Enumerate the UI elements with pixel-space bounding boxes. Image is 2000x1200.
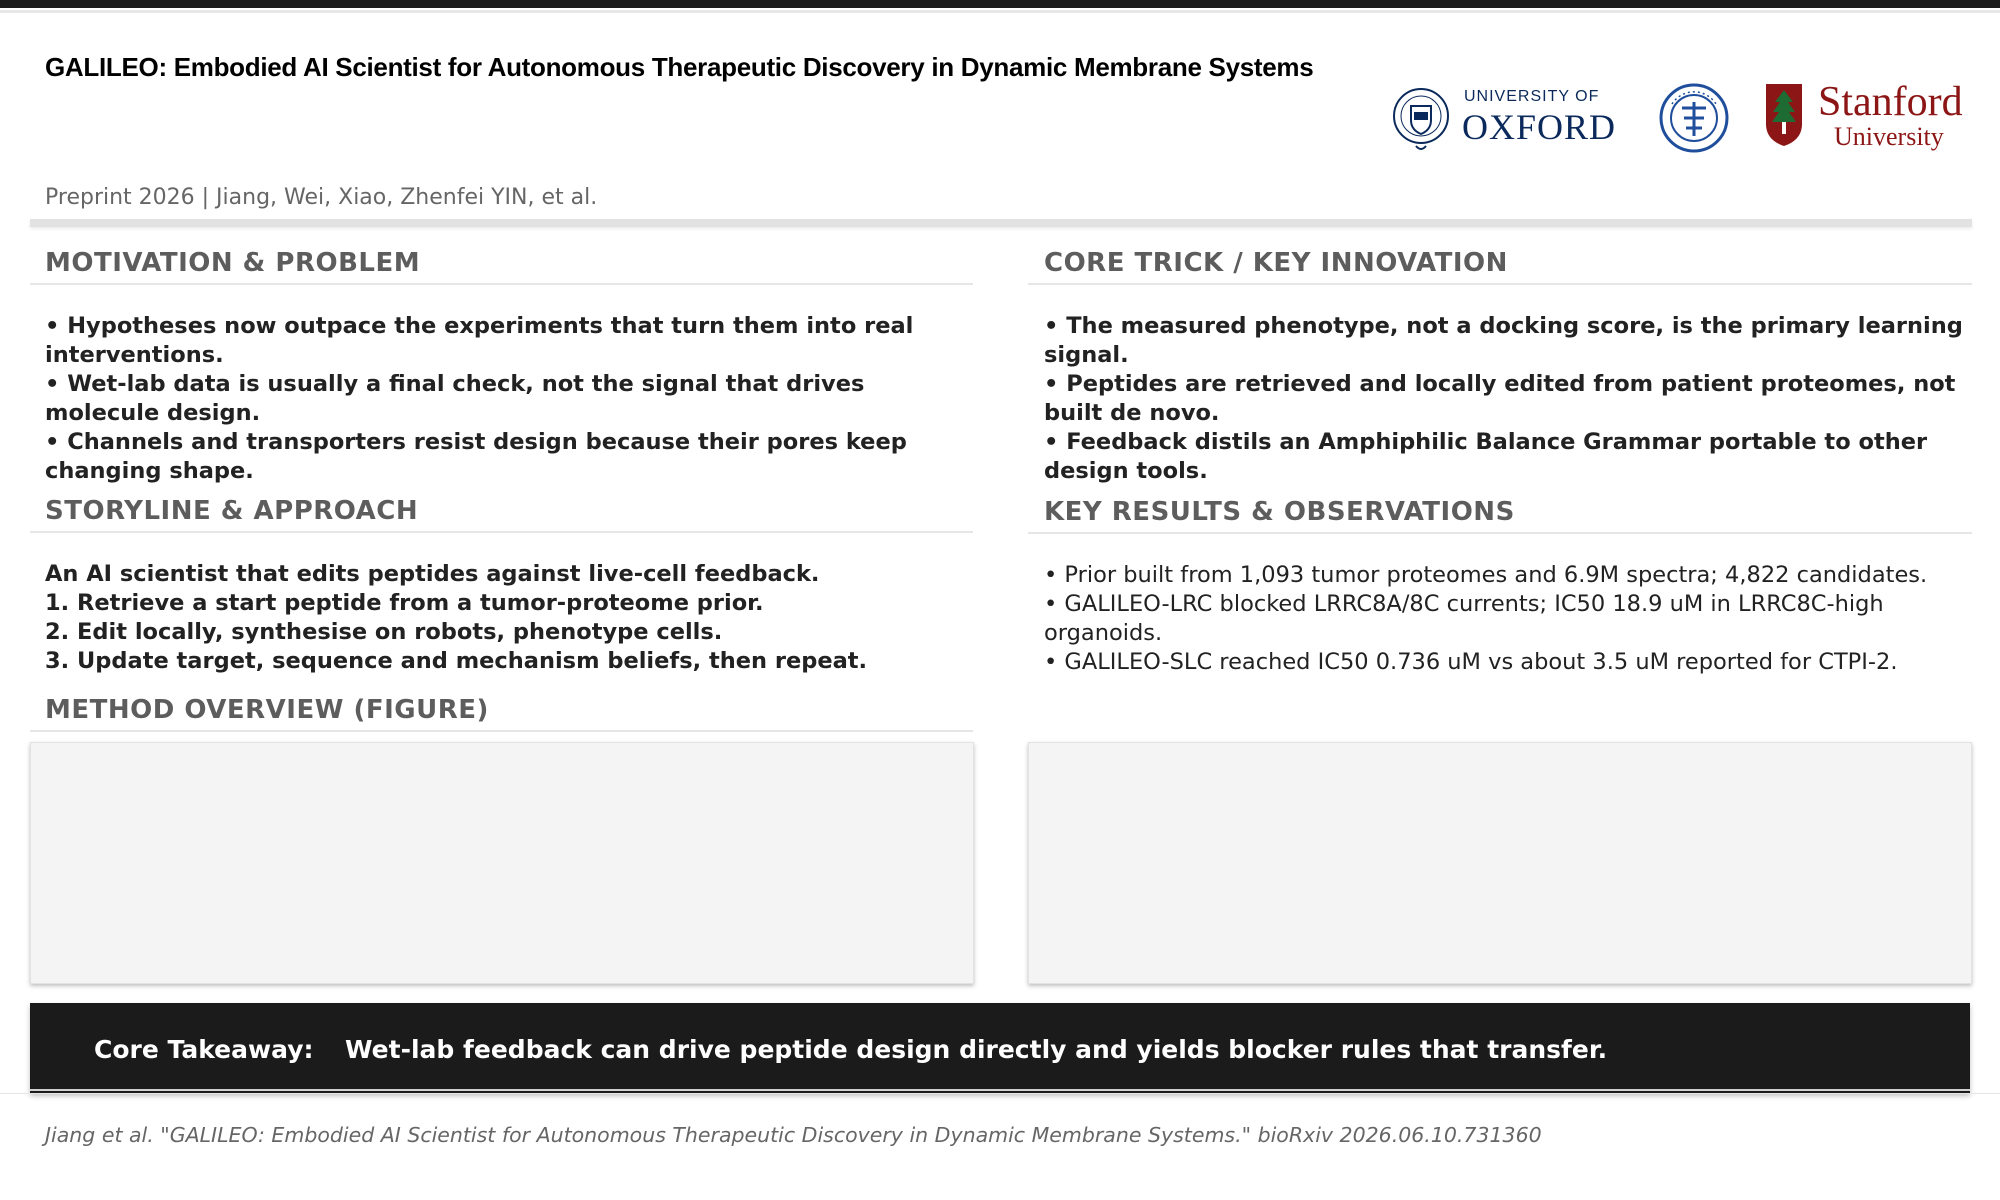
list-item: • Feedback distils an Amphiphilic Balance Grammar portable to other design tools. bbox=[1044, 429, 1928, 484]
paper-title: GALILEO: Embodied AI Scientist for Autonomous Therapeutic Discovery in Dynamic Membrane Systems bbox=[45, 52, 1314, 82]
list-item: 2. Edit locally, synthesise on robots, phenotype cells. bbox=[45, 619, 723, 645]
oxford-main-label: OXFORD bbox=[1462, 107, 1617, 147]
core-trick-list bbox=[1044, 312, 1964, 486]
takeaway-label: Core Takeaway: bbox=[94, 1035, 314, 1064]
list-item: • GALILEO-LRC blocked LRRC8A/8C currents; IC50 18.9 uM in LRRC8C-high organoids. bbox=[1044, 591, 1884, 646]
list-item: • Peptides are retrieved and locally edited from patient proteomes, not built de novo. bbox=[1044, 371, 1956, 426]
core-trick-rule bbox=[1028, 283, 1972, 285]
storyline-rule bbox=[30, 531, 973, 533]
list-item: • Hypotheses now outpace the experiments that turn them into real interventions. bbox=[45, 313, 914, 368]
takeaway-banner bbox=[30, 1003, 1970, 1093]
author-line: Preprint 2026 | Jiang, Wei, Xiao, Zhenfei YIN, et al. bbox=[45, 185, 598, 210]
method-rule bbox=[30, 730, 973, 732]
list-item: • The measured phenotype, not a docking score, is the primary learning signal. bbox=[1044, 313, 1963, 368]
method-heading: METHOD OVERVIEW (FIGURE) bbox=[45, 695, 489, 725]
motivation-list bbox=[45, 312, 960, 486]
list-item: • GALILEO-SLC reached IC50 0.736 uM vs about 3.5 uM reported for CTPI-2. bbox=[1044, 649, 1898, 675]
core-trick-heading: CORE TRICK / KEY INNOVATION bbox=[1044, 248, 1508, 278]
method-figure-placeholder bbox=[30, 742, 974, 984]
results-list bbox=[1044, 561, 1964, 677]
stanford-main-label: Stanford bbox=[1818, 79, 1963, 125]
results-figure-placeholder bbox=[1028, 742, 1972, 984]
top-divider bbox=[0, 10, 2000, 13]
list-item: • Channels and transporters resist design because their pores keep changing shape. bbox=[45, 429, 907, 484]
storyline-heading: STORYLINE & APPROACH bbox=[45, 496, 419, 526]
citation: Jiang et al. "GALILEO: Embodied AI Scientist for Autonomous Therapeutic Discovery in Dynamic Membrane Systems." bioRxiv 2026.06.10.731360 bbox=[45, 1123, 1542, 1147]
oxford-sub-label: UNIVERSITY OF bbox=[1464, 88, 1600, 105]
oxford-logo bbox=[1392, 82, 1632, 154]
top-bar bbox=[0, 0, 2000, 8]
list-item: • Prior built from 1,093 tumor proteomes and 6.9M spectra; 4,822 candidates. bbox=[1044, 562, 1928, 588]
stanford-sub-label: University bbox=[1834, 122, 1944, 151]
list-item: • Wet-lab data is usually a final check, not the signal that drives molecule design. bbox=[45, 371, 865, 426]
motivation-heading: MOTIVATION & PROBLEM bbox=[45, 248, 421, 278]
results-rule bbox=[1028, 532, 1972, 534]
oxford-crest-icon bbox=[1392, 82, 1450, 154]
motivation-rule bbox=[30, 283, 973, 285]
stanford-tree-icon bbox=[1762, 82, 1806, 148]
list-item: 1. Retrieve a start peptide from a tumor-proteome prior. bbox=[45, 590, 764, 616]
stanford-logo bbox=[1762, 79, 1972, 154]
results-heading: KEY RESULTS & OBSERVATIONS bbox=[1044, 497, 1515, 527]
footer-divider bbox=[0, 1093, 2000, 1094]
takeaway-text: Wet-lab feedback can drive peptide design directly and yields blocker rules that transfer. bbox=[345, 1035, 1608, 1064]
list-item: An AI scientist that edits peptides against live-cell feedback. bbox=[45, 561, 820, 587]
header-divider bbox=[30, 219, 1972, 227]
takeaway-underline bbox=[30, 1089, 1970, 1091]
list-item: 3. Update target, sequence and mechanism beliefs, then repeat. bbox=[45, 648, 868, 674]
fudan-logo-icon bbox=[1658, 82, 1730, 154]
storyline-list bbox=[45, 560, 960, 676]
